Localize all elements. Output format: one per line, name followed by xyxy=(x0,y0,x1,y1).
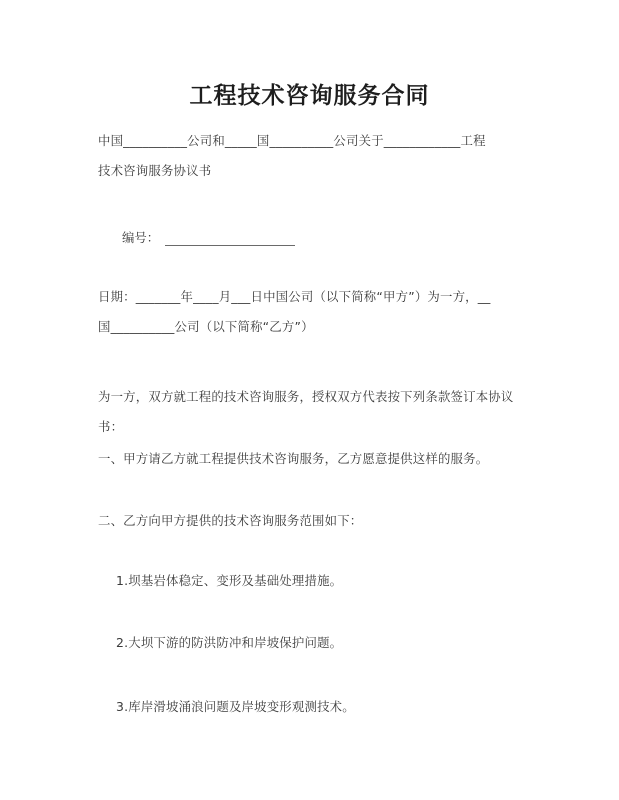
party-clause: 为一方，双方就工程的技术咨询服务，授权双方代表按下列条款签订本协议书： xyxy=(98,389,514,434)
date-line-1: 日期：_______年____月___日中国公司（以下简称“甲方”）为一方，__ xyxy=(98,289,491,304)
clause-item-2: 二、乙方向甲方提供的技术咨询服务范围如下： xyxy=(98,513,363,528)
contract-number-row xyxy=(98,226,295,250)
heading-line-1: 中国__________公司和_____国__________公司关于____________工程 xyxy=(98,133,486,148)
date-line-2: 国__________公司（以下简称“乙方”） xyxy=(98,319,314,334)
service-scope-item-2: 2.大坝下游的防洪防冲和岸坡保护问题。 xyxy=(116,635,343,650)
heading-line-2: 技术咨询服务协议书 xyxy=(98,163,212,178)
page-title: 工程技术咨询服务合同 xyxy=(189,83,430,110)
clause-item-1: 一、甲方请乙方就工程提供技术咨询服务，乙方愿意提供这样的服务。 xyxy=(98,451,489,466)
service-scope-item-1: 1.坝基岩体稳定、变形及基础处理措施。 xyxy=(116,573,343,588)
service-scope-item-3: 3.库岸滑坡涌浪问题及岸坡变形观测技术。 xyxy=(116,699,355,714)
contract-number-label: 编号： xyxy=(122,230,160,245)
contract-number-blank[interactable] xyxy=(165,245,295,246)
